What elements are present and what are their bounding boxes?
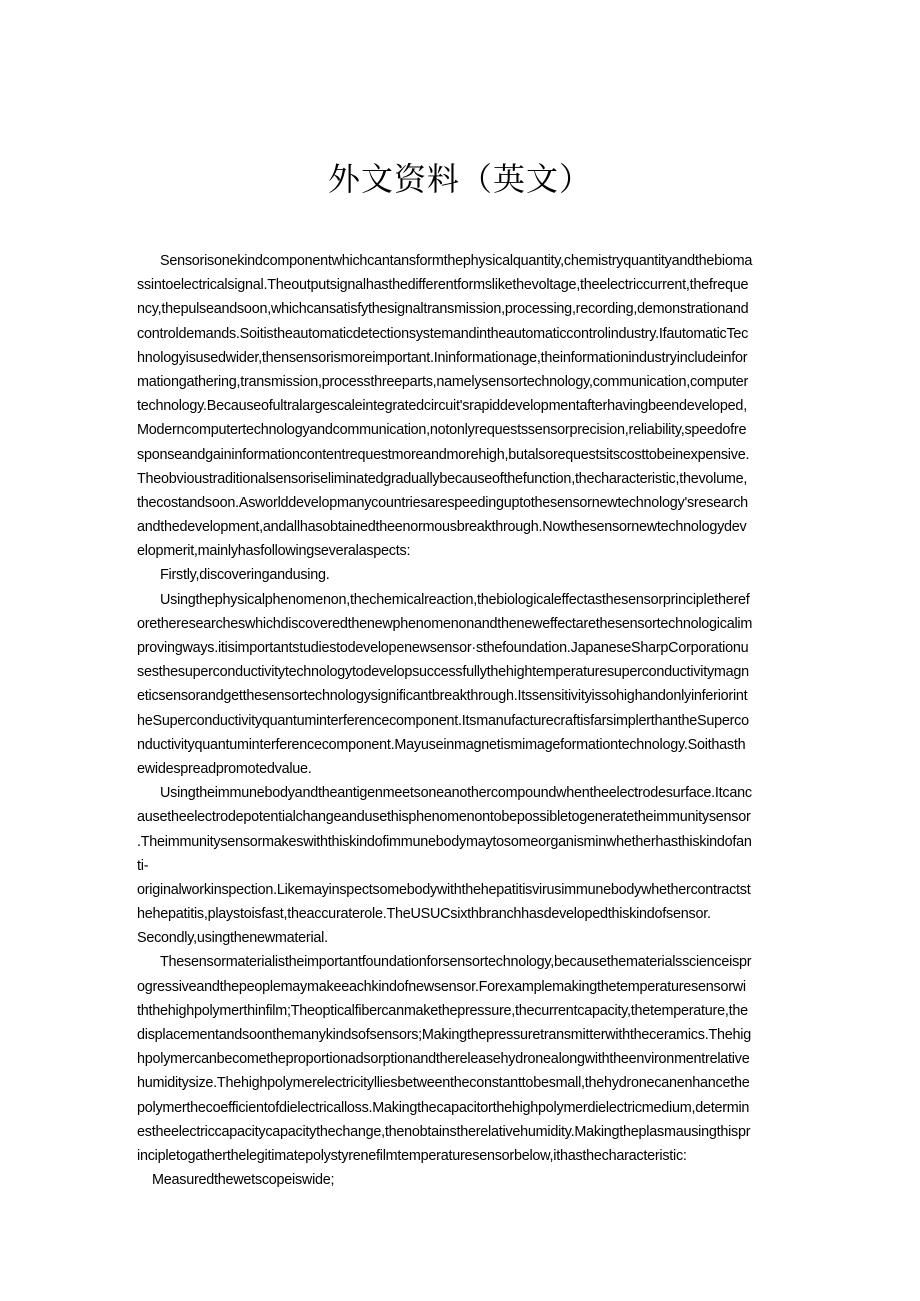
text-line: incipletogatherthelegitimatepolystyrenefilmtemperaturesensorbelow,ithasthecharacteristic: [137, 1147, 687, 1164]
text-line: originalworkinspection.Likemayinspectsomebodywiththehepatitisvirusimmunebodywhethercontractst [137, 881, 751, 898]
text-line: Usingthephysicalphenomenon,thechemicalreaction,thebiologicaleffectasthesensorprincipletheref [160, 591, 750, 608]
text-line: nductivityquantuminterferencecomponent.Mayuseinmagnetismimageformationtechnology.Soithasth [137, 736, 746, 753]
text-line: Usingtheimmunebodyandtheantigenmeetsoneanothercompoundwhentheelectrodesurface.Itcanc [160, 785, 752, 802]
text-line: Measuredthewetscopeiswide; [152, 1172, 335, 1189]
text-line: controldemands.Soitistheautomaticdetectionsystemandintheautomaticcontrolindustry.IfautomaticTec [137, 325, 749, 342]
text-line: ti- [137, 857, 149, 874]
text-line: Thesensormaterialistheimportantfoundationforsensortechnology,becausethematerialsscienceispr [160, 954, 752, 971]
text-line: Sensorisonekindcomponentwhichcantansformthephysicalquantity,chemistryquantityandthebioma [160, 253, 753, 269]
text-line: hpolymercanbecometheproportionadsorptionandthereleasehydronealongwiththeenvironmentrelative [137, 1051, 750, 1068]
text-line: andthedevelopment,andallhasobtainedtheenormousbreakthrough.Nowthesensornewtechnologydev [137, 519, 747, 536]
text-line: ewidespreadpromotedvalue. [137, 760, 312, 777]
text-line: ogressiveandthepeoplemaymakeeachkindofnewsensor.Forexamplemakingthetemperaturesensorwi [137, 978, 746, 995]
text-line: thecostandsoon.Asworlddevelopmanycountriesarespeedinguptothesensornewtechnology'sresearch [137, 494, 748, 511]
document-body [137, 249, 819, 1192]
text-line: sesthesuperconductivitytechnologytodevelopsuccessfullythehightemperaturesuperconductivitymagn [137, 664, 749, 681]
section-heading: Secondly,usingthenewmaterial. [137, 930, 328, 947]
text-line: eticsensorandgetthesensortechnologysignificantbreakthrough.Itssensitivityissohighandonlyinferiorint [137, 688, 748, 705]
text-line: technology.Becauseofultralargescaleintegratedcircuit'srapiddevelopmentafterhavingbeendeveloped, [137, 398, 747, 415]
text-line: humiditysize.Thehighpolymerelectricitylliesbetweentheconstanttobesmall,thehydronecanenhancethe [137, 1075, 750, 1092]
text-line: ncy,thepulseandsoon,whichcansatisfythesignaltransmission,processing,recording,demonstrationand [137, 301, 749, 318]
text-line: hehepatitis,playstoisfast,theaccuraterole.TheUSUCsixthbranchhasdevelopedthiskindofsensor. [137, 906, 711, 923]
text-line: provingways.itisimportantstudiestodevelopenewsensor·sthefoundation.JapaneseSharpCorporationu [137, 640, 749, 656]
text-line: heSuperconductivityquantuminterferencecomponent.ItsmanufacturecraftisfarsimplerthantheSuperco [137, 712, 749, 729]
text-line: Theobvioustraditionalsensoriseliminatedgraduallybecauseofthefunction,thecharacteristic,thevolume, [137, 470, 748, 487]
text-line: ththehighpolymerthinfilm;Theopticalfibercanmakethepressure,thecurrentcapacity,thetemperature,the [137, 1002, 748, 1019]
text-line: hnologyisusedwider,thensensorismoreimportant.Ininformationage,theinformationindustryincludeinfor [137, 349, 748, 366]
text-line: displacementandsoonthemanykindsofsensors;Makingthepressuretransmitterwiththeceramics.Thehig [137, 1027, 751, 1043]
text-line: elopmerit,mainlyhasfollowingseveralaspects: [137, 543, 411, 560]
page-title: 外文资料（英文） [327, 160, 592, 198]
text-line: oretheresearcheswhichdiscoveredthenewphenomenonandtheneweffectarethesensortechnologicalim [137, 615, 753, 632]
text-line: mationgathering,transmission,processthreeparts,namelysensortechnology,communication,computer [137, 373, 749, 390]
text-line: estheelectriccapacitycapacitythechange,thenobtainstherelativehumidity.Makingtheplasmausingthispr [137, 1123, 751, 1140]
text-line: .Theimmunitysensormakeswiththiskindofimmunebodymaytosomeorganisminwhetherhasthiskindofan [137, 833, 752, 850]
text-line: ausetheelectrodepotentialchangeandusethisphenomenontobepossibletogeneratetheimmunitysensor [137, 809, 751, 826]
text-line: sponseandgaininformationcontentrequestmoreandmorehigh,butalsorequestsitscosttobeinexpensive. [137, 446, 750, 463]
text-line: polymerthecoefficientofdielectricalloss.Makingthecapacitorthehighpolymerdielectricmedium,determin [137, 1099, 750, 1116]
text-line: ssintoelectricalsignal.Theoutputsignalhasthedifferentformslikethevoltage,theelectriccurrent,thefreque [137, 277, 749, 294]
text-line: Moderncomputertechnologyandcommunication,notonlyrequestssensorprecision,reliability,speedofre [137, 422, 747, 439]
section-heading: Firstly,discoveringandusing. [160, 567, 330, 584]
